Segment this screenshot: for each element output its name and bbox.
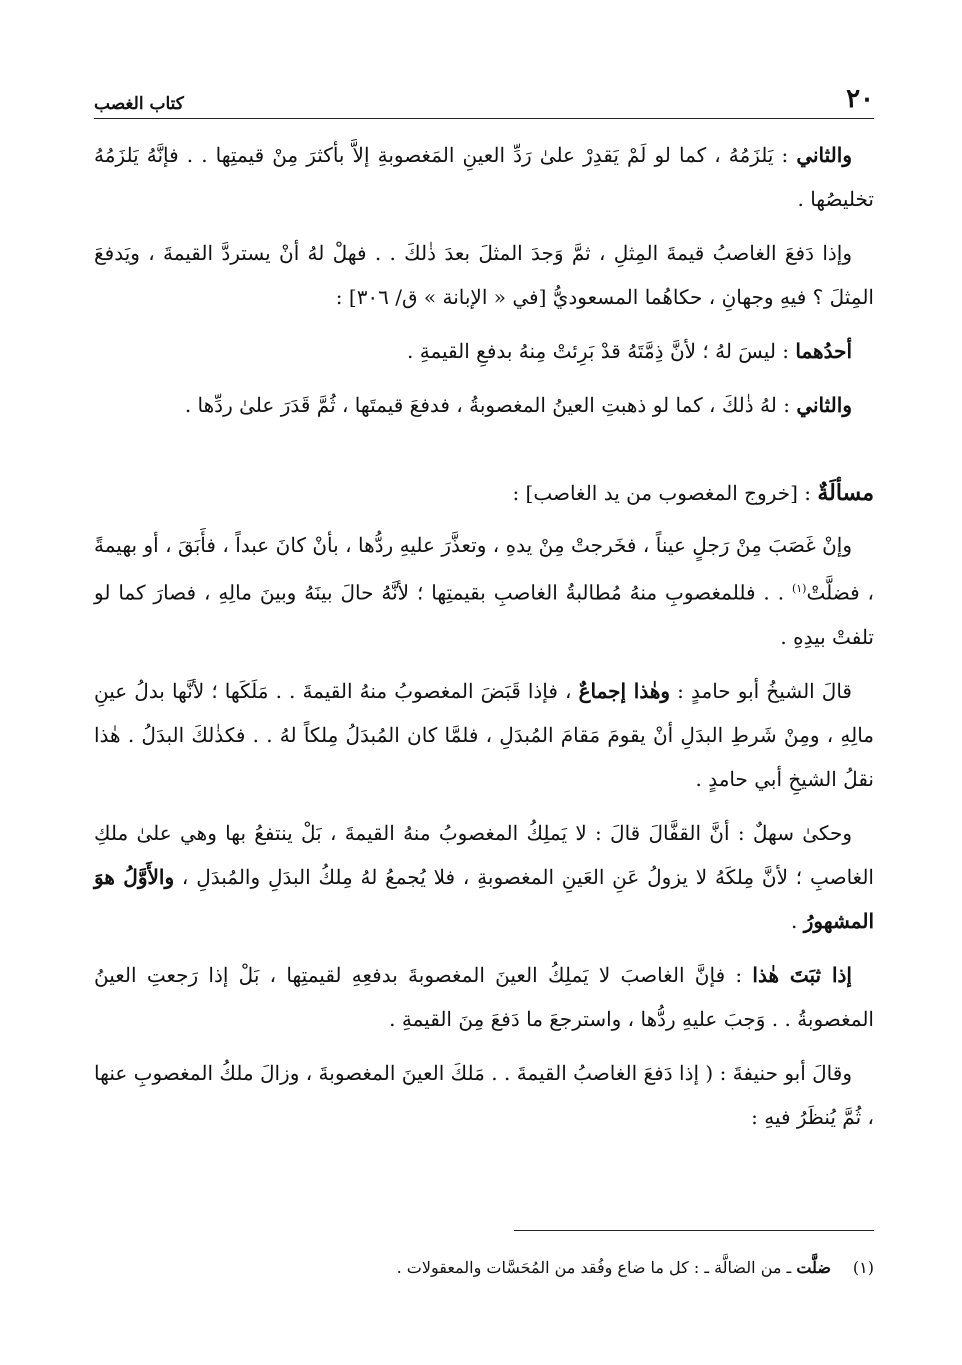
paragraph-value-paid	[94, 231, 874, 319]
paragraph-text: وإنْ غَصَبَ مِنْ رَجلٍ عيناً ، فخَرجتْ مِنْ يدهِ ، وتعذَّرَ عليهِ ردُّها ، بأنْ كانَ عبداً ، فأَبَقَ ، أو بهيمةً ، فضلَّتْ	[94, 533, 874, 605]
paragraph-abu-hanifa	[94, 1051, 874, 1139]
paragraph-first-aspect	[94, 329, 874, 373]
paragraph-text: . . فللمغصوبِ منهُ مُطالبةُ الغاصبِ بقيمتِها ؛ لأنَّهُ حالَ بينَهُ وبينَ مالِهِ ، فصارَ كما لو تلفتْ بيدِهِ .	[94, 580, 874, 649]
paragraph-lead: والثاني	[796, 393, 852, 417]
masala-label: مسألَةٌ	[817, 480, 874, 506]
footnote	[94, 1255, 874, 1281]
masala-title: : [خروج المغصوب من يد الغاصب] :	[512, 481, 818, 505]
paragraph-text: : يَلزَمُهُ ، كما لو لَمْ يَقدِرْ علىٰ رَدِّ العينِ المَغصوبةِ إلاَّ بأكثرَ مِنْ قيمتِها . . فإنَّهُ يَلزَمُهُ تخليصُها .	[94, 143, 874, 211]
paragraph-lead: أحدُهما	[795, 339, 852, 363]
paragraph-text: ، فإذا قَبَضَ المغصوبُ منهُ القيمةَ . . مَلَكَها ؛ لأنَّها بدلُ عينِ مالِهِ ، ومِنْ شَرطِ البدَلِ أنْ يقومَ مَقامَ المُبدَلِ ، فلمَّا كان المُبدَلُ مِلكاً لهُ . . فكذٰلكَ البدَلُ . هٰذا نقلُ الشيخِ أبي حامدٍ .	[94, 678, 874, 791]
paragraph-if-established	[94, 953, 874, 1041]
running-title: كتاب الغصب	[94, 94, 184, 114]
book-page	[94, 80, 874, 1350]
page-body	[94, 133, 874, 1139]
paragraph-second-view	[94, 133, 874, 221]
footnote-reference[interactable]: (١)	[791, 582, 807, 595]
paragraph-text: وحكىٰ سهلٌ : أنَّ القفَّالَ قالَ : لا يَملِكُ المغصوبُ منهُ القيمةَ ، بَلْ ينتفعُ بها وهي علىٰ ملكِ الغاصبِ ؛ لأنَّ مِلكَهُ لا يزولُ عَنِ العَينِ المغصوبةِ ، فلا يُجمعُ لهُ مِلكُ البدَلِ والمُبدَلِ ،	[94, 820, 874, 889]
paragraph-sahl	[94, 811, 874, 943]
footnote-term: ضلَّت	[796, 1258, 831, 1277]
footnote-text: ـ من الضالَّة ـ : كل ما ضاع وفُقد من المُحَسَّات والمعقولات .	[396, 1258, 797, 1277]
masala-heading	[94, 471, 874, 515]
page-header	[94, 80, 874, 119]
paragraph-text: : ليسَ لهُ ؛ لأنَّ ذِمَّتَهُ قدْ بَرِئتْ مِنهُ بدفعِ القيمةِ .	[407, 339, 796, 363]
paragraph-second-aspect	[94, 383, 874, 427]
paragraph-text: وإذا دَفعَ الغاصبُ قيمةَ المِثلِ ، ثمَّ وَجدَ المثلَ بعدَ ذٰلكَ . . فهلْ لهُ أنْ يستردَّ القيمةَ ، ويَدفعَ المِثلَ ؟ فيهِ وجهانِ ، حكاهُما المسعوديُّ [في « الإبانة » ق/ ٣٠٦] :	[94, 241, 874, 309]
paragraph-abu-hamid	[94, 669, 874, 801]
paragraph-text: : فإنَّ الغاصبَ لا يَملِكُ العينَ المغصوبةَ بدفعِهِ لقيمتِها ، بَلْ إذا رَجعتِ العينُ المغصوبةُ . . وَجبَ عليهِ ردُّها ، واسترجعَ ما دَفعَ مِنَ القيمةِ .	[94, 962, 874, 1031]
paragraph-text: وقالَ أبو حنيفةَ : ( إذا دَفعَ الغاصبُ القيمةَ . . مَلكَ العينَ المغصوبةَ ، وزالَ ملكُ المغصوبِ عنها ، ثُمَّ يُنظَرُ فيهِ :	[94, 1060, 874, 1129]
paragraph-emphasis: وهٰذا إجماعٌ	[578, 678, 671, 703]
paragraph-usurped-lost	[94, 523, 874, 659]
paragraph-text: : لهُ ذٰلكَ ، كما لو ذهبتِ العينُ المغصوبةُ ، فدفعَ قيمتَها ، ثُمَّ قَدَرَ علىٰ ردِّها .	[184, 393, 797, 417]
page-number: ٢٠	[846, 84, 874, 114]
paragraph-lead: إذا ثبَتَ هٰذا	[752, 962, 852, 987]
paragraph-emphasis: والأَوَّلُ هوَ المشهورُ	[94, 864, 874, 933]
footnote-divider	[514, 1230, 874, 1231]
section-gap	[94, 437, 874, 471]
paragraph-lead: والثاني	[796, 143, 852, 167]
paragraph-text: .	[791, 908, 804, 933]
footnote-number: (١)	[852, 1258, 874, 1277]
paragraph-text: قالَ الشيخُ أبو حامدٍ :	[670, 678, 852, 703]
